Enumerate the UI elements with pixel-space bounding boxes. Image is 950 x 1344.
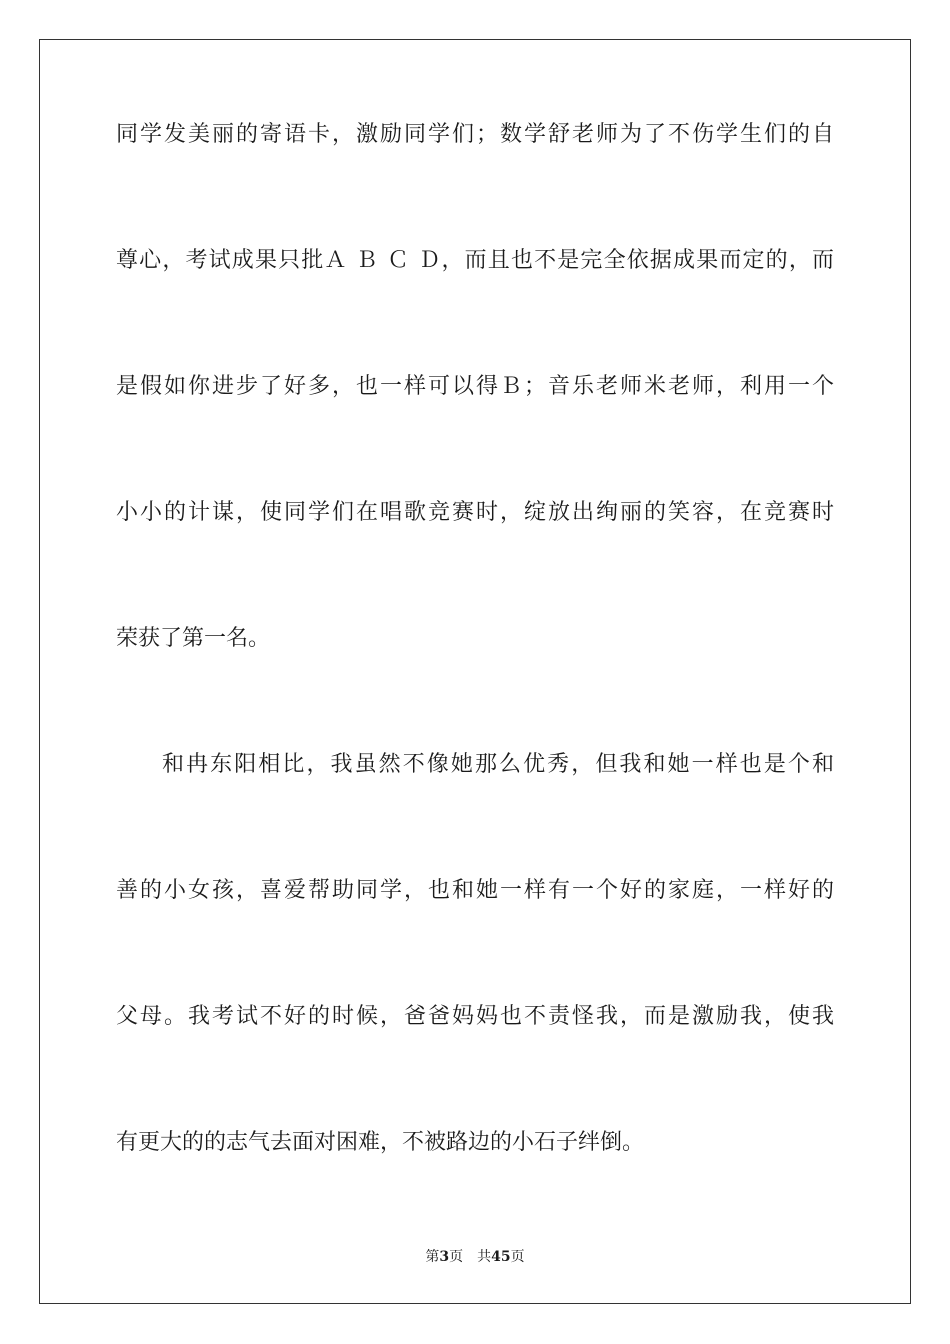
- footer-page-suffix: 页: [449, 1249, 464, 1265]
- page-border: [39, 39, 911, 1304]
- footer-total-prefix: 共: [477, 1249, 492, 1265]
- page-footer: [0, 1247, 950, 1267]
- text-line-2: 尊心，考试成果只批Ａ Ｂ Ｃ Ｄ，而且也不是完全依据成果而定的，而: [116, 248, 834, 273]
- footer-total-pages: 45: [491, 1249, 511, 1265]
- footer-total-suffix: 页: [510, 1249, 525, 1265]
- text-line-1: 同学发美丽的寄语卡，激励同学们；数学舒老师为了不伤学生们的自: [116, 122, 834, 147]
- text-line-7: 善的小女孩，喜爱帮助同学，也和她一样有一个好的家庭，一样好的: [116, 878, 834, 903]
- footer-page-prefix: 第: [425, 1249, 440, 1265]
- text-line-4: 小小的计谋，使同学们在唱歌竞赛时，绽放出绚丽的笑容，在竞赛时: [116, 500, 834, 525]
- text-line-3: 是假如你进步了好多，也一样可以得Ｂ；音乐老师米老师，利用一个: [116, 374, 834, 399]
- text-line-9: 有更大的的志气去面对困难，不被路边的小石子绊倒。: [116, 1130, 645, 1155]
- text-line-8: 父母。我考试不好的时候，爸爸妈妈也不责怪我，而是激励我，使我: [116, 1004, 834, 1029]
- footer-page-number: 3: [439, 1249, 450, 1265]
- text-line-5: 荣获了第一名。: [116, 626, 271, 651]
- text-line-6: 和冉东阳相比，我虽然不像她那么优秀，但我和她一样也是个和: [162, 752, 834, 777]
